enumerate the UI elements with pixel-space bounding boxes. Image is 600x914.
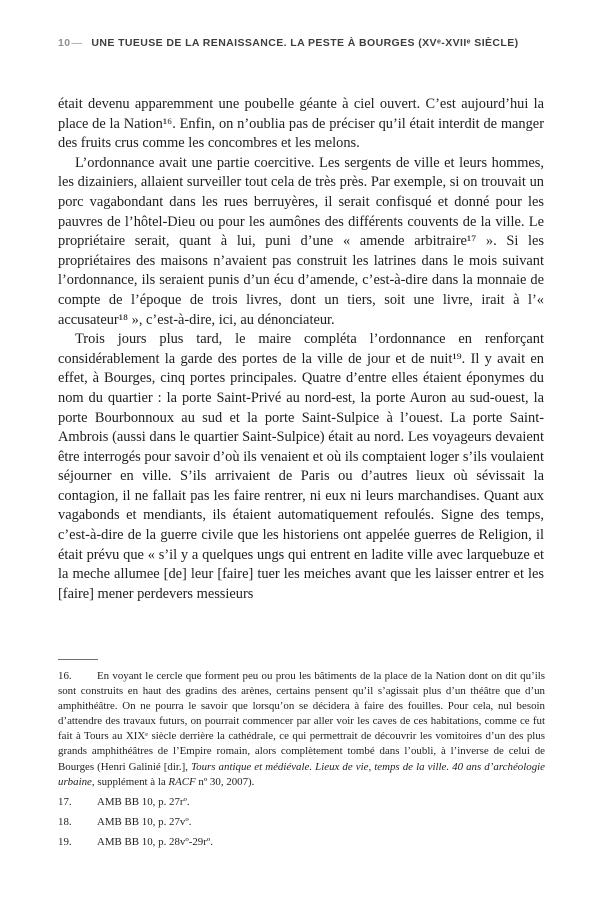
footnote-17	[58, 795, 545, 810]
footnote-18-number: 18.	[58, 815, 72, 828]
footnote-16	[58, 669, 545, 790]
footnote-17-text: AMB BB 10, p. 27rº.	[97, 795, 190, 808]
footnote-16-text: , supplément à la	[91, 775, 169, 788]
running-title: UNE TUEUSE DE LA RENAISSANCE. LA PESTE À BOURGES (XVᵉ-XVIIᵉ SIÈCLE)	[91, 37, 519, 49]
footnote-17-number: 17.	[58, 795, 72, 808]
header-dash: —	[71, 37, 83, 49]
page-number: 10	[58, 37, 71, 49]
footnotes-block	[58, 659, 545, 850]
footnote-19-number: 19.	[58, 835, 72, 848]
paragraph-1: était devenu apparemment une poubelle géante à ciel ouvert. C’est aujourd’hui la place de la Nation¹⁶. Enfin, on n’oublia pas de préciser qu’il était interdit de manger des fruits crus comme les concombres et les melons.	[58, 96, 544, 152]
footnote-16-text: nº 30, 2007).	[195, 775, 255, 788]
running-head	[58, 37, 519, 49]
footnote-18	[58, 815, 545, 830]
footnote-19	[58, 835, 545, 850]
paragraph-3: Trois jours plus tard, le maire compléta l’ordonnance en renforçant considérablement la garde des portes de la ville de jour et de nuit¹⁹. Il y avait en effet, à Bourges, cinq portes principales. Quatre d’entre elles étaient éponymes du nom du quartier : la porte Saint-Privé au nord-est, la porte Auron au sud-ouest, la porte Bourbonnoux au sud et la porte Saint-Sulpice à l’ouest. La porte Saint-Ambrois (aussi dans le quartier Saint-Sulpice) était au nord. Les voyageurs devaient être interrogés pour savoir d’où ils venaient et où ils comptaient loger s’ils voulaient séjourner en ville. S’ils arrivaient de Paris ou d’autres lieux où sévissait la contagion, il ne fallait pas les faire rentrer, ni eux ni leurs marchandises. Quant aux vagabonds et mendiants, ils étaient automatiquement refoulés. Signe des temps, c’est-à-dire de la guerre civile que les historiens ont appelée guerres de Religion, il était prévu que « s’il y a quelques ungs qui entrent en ladite ville avec larquebuze et la meche allumee [de] leur [faire] tuer les meiches avant que les laisser entrer et les [faire] mener perdevers messieurs	[58, 331, 544, 602]
footnote-16-number: 16.	[58, 670, 72, 682]
footnote-16-book-title: Tours antique et médiévale. Lieux de vie, temps de la ville. 40 ans d’archéologie urbaine	[58, 760, 545, 788]
body-text-block	[58, 95, 544, 604]
footnote-16-text: En voyant le cercle que forment peu ou prou les bâtiments de la place de la Nation dont on dit qu’ils sont construits en haut des gradins des arènes, certains pensent qu’il s’agissait plus d’un théâtre que d’un amphithéâtre. On ne pourra le savoir que lorsqu’on se décidera à faire des fouilles. Pour cela, nul besoin d’attendre des travaux futurs, on pourrait commencer par aller voir les caves de ces habitations, comme ce fut fait à Tours au XIXᵉ siècle derrière la cathédrale, ce qui permettrait de découvrir les vomitoires d’un des plus grands amphithéâtres de l’Empire romain, alors complètement tombé dans l’oubli, à l’inverse de celui de Bourges (Henri Galinié [dir.],	[58, 670, 545, 773]
footnote-16-journal-abbrev: RACF	[168, 775, 196, 788]
footnote-18-text: AMB BB 10, p. 27vº.	[97, 815, 192, 828]
footnote-19-text: AMB BB 10, p. 28vº-29rº.	[97, 835, 213, 848]
paragraph-2: L’ordonnance avait une partie coercitive. Les sergents de ville et leurs hommes, les dizainiers, allaient surveiller tout cela de très près. Par exemple, si on trouvait un porc vagabondant dans les rues berruyères, il serait confisqué et donné pour les pauvres de l’hôtel-Dieu ou pour les aumônes des différents couvents de la ville. Le propriétaire serait, quant à lui, puni d’une « amende arbitraire¹⁷ ». Si les propriétaires des maisons n’avaient pas construit les latrines dans le mois suivant l’ordonnance, ils seraient punis d’un écu d’amende, c’est-à-dire dans la monnaie de compte de l’époque de trois livres, dont un tiers, soit une livre, irait à l’« accusateur¹⁸ », c’est-à-dire, ici, au dénonciateur.	[58, 154, 544, 328]
footnote-separator-rule	[58, 659, 98, 660]
